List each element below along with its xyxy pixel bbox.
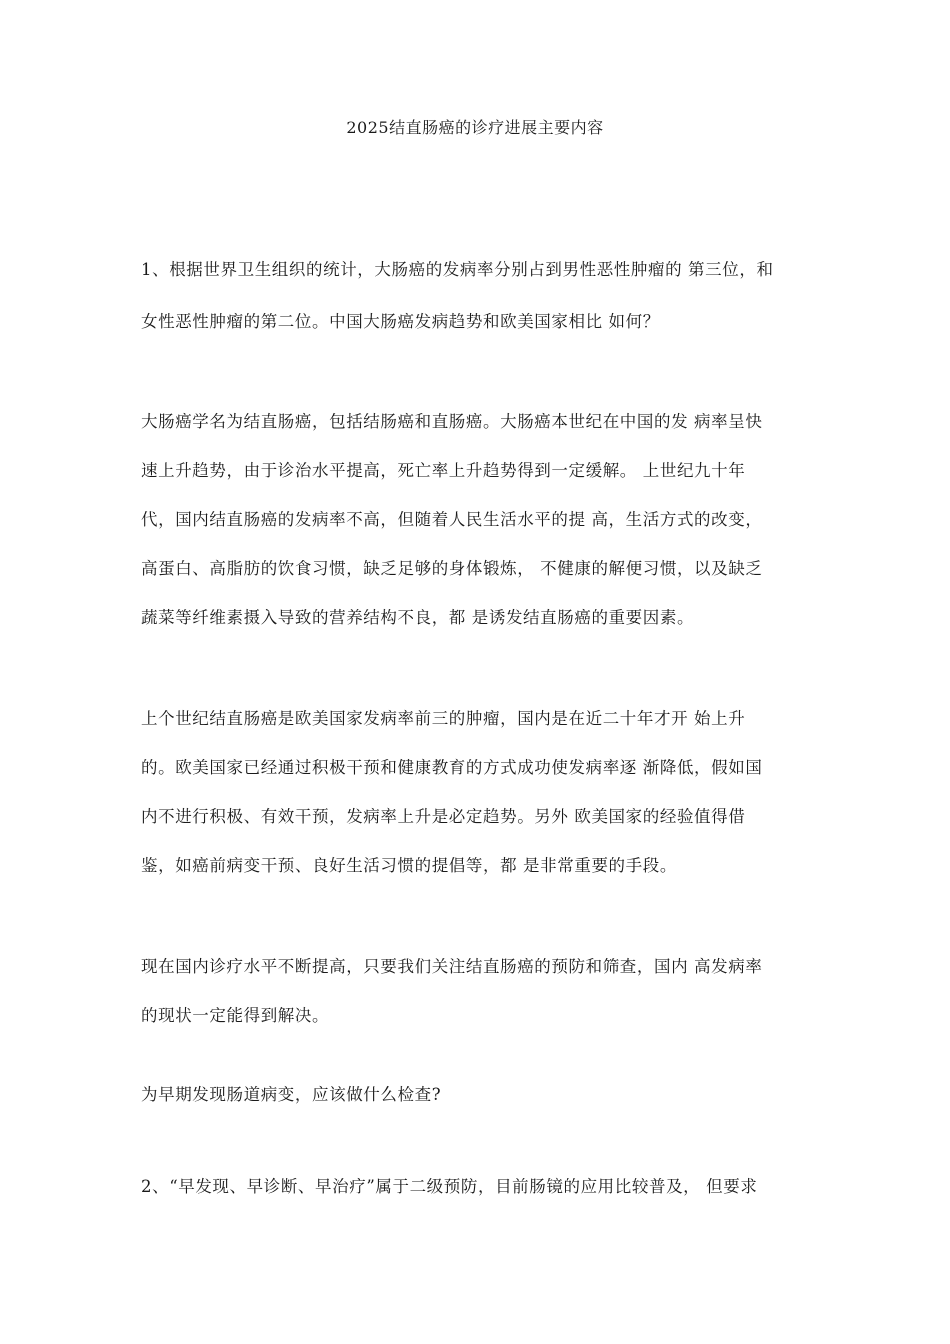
text-line: 鉴，如癌前病变干预、良好生活习惯的提倡等，都 是非常重要的手段。 <box>141 856 677 875</box>
text-line: 上个世纪结直肠癌是欧美国家发病率前三的肿瘤，国内是在近二十年才开 始上升 <box>141 709 746 728</box>
text-line: 为早期发现肠道病变，应该做什么检查? <box>141 1085 442 1104</box>
text-line: 现在国内诊疗水平不断提高，只要我们关注结直肠癌的预防和筛查，国内 高发病率 <box>141 957 763 976</box>
text-line: 2、“早发现、早诊断、早治疗”属于二级预防，目前肠镜的应用比较普及， 但要求 <box>141 1177 758 1196</box>
text-line: 女性恶性肿瘤的第二位。中国大肠癌发病趋势和欧美国家相比 如何？ <box>141 312 660 331</box>
text-line: 速上升趋势，由于诊治水平提高，死亡率上升趋势得到一定缓解。 上世纪九十年 <box>141 461 746 480</box>
text-line: 蔬菜等纤维素摄入导致的营养结构不良，都 是诱发结直肠癌的重要因素。 <box>141 608 695 627</box>
text-line: 大肠癌学名为结直肠癌，包括结肠癌和直肠癌。大肠癌本世纪在中国的发 病率呈快 <box>141 412 763 431</box>
document-title: 2025结直肠癌的诊疗进展主要内容 <box>346 118 604 137</box>
text-line: 内不进行积极、有效干预，发病率上升是必定趋势。另外 欧美国家的经验值得借 <box>141 807 746 826</box>
text-line: 的。欧美国家已经通过积极干预和健康教育的方式成功使发病率逐 渐降低，假如国 <box>141 758 763 777</box>
text-line: 代，国内结直肠癌的发病率不高，但随着人民生活水平的提 高，生活方式的改变， <box>141 510 763 529</box>
text-line: 高蛋白、高脂肪的饮食习惯，缺乏足够的身体锻炼， 不健康的解便习惯，以及缺乏 <box>141 559 763 578</box>
text-line: 的现状一定能得到解决。 <box>141 1006 330 1025</box>
text-line: 1、根据世界卫生组织的统计，大肠癌的发病率分别占到男性恶性肿瘤的 第三位，和 <box>141 260 774 279</box>
